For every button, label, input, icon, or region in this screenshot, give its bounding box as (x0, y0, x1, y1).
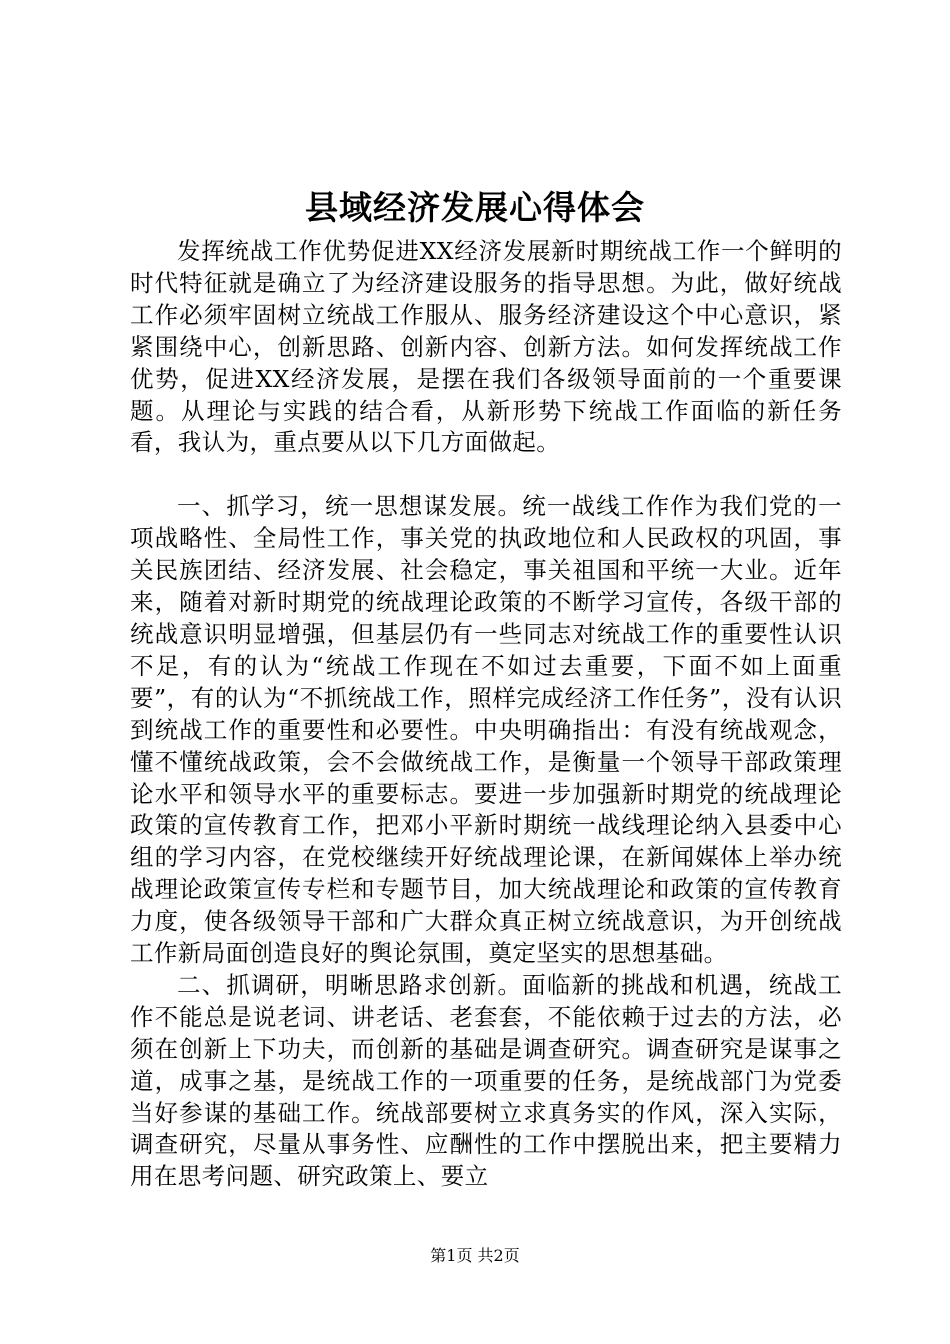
paragraph-study: 一、抓学习，统一思想谋发展。统一战线工作作为我们党的一项战略性、全局性工作，事关党的执政地位和人民政权的巩固，事关民族团结、经济发展、社会稳定，事关祖国和平统一大业。近年来，随着对新时期党的统战理论政策的不断学习宣传，各级干部的统战意识明显增强，但基层仍有一些同志对统战工作的重要性认识不足，有的认为“统战工作现在不如过去重要，下面不如上面重要”，有的认为“不抓统战工作，照样完成经济工作任务”，没有认识到统战工作的重要性和必要性。中央明确指出：有没有统战观念，懂不懂统战政策，会不会做统战工作，是衡量一个领导干部政策理论水平和领导水平的重要标志。要进一步加强新时期党的统战理论政策的宣传教育工作，把邓小平新时期统一战线理论纳入县委中心组的学习内容，在党校继续开好统战理论课，在新闻媒体上举办统战理论政策宣传专栏和专题节目，加大统战理论和政策的宣传教育力度，使各级领导干部和广大群众真正树立统战意识，为开创统战工作新局面创造良好的舆论氛围，奠定坚实的思想基础。 (130, 492, 842, 968)
document-body (130, 236, 842, 1193)
paragraph-intro: 发挥统战工作优势促进XX经济发展新时期统战工作一个鲜明的时代特征就是确立了为经济建设服务的指导思想。为此，做好统战工作必须牢固树立统战工作服从、服务经济建设这个中心意识，紧紧围绕中心，创新思路、创新内容、创新方法。如何发挥统战工作优势，促进XX经济发展，是摆在我们各级领导面前的一个重要课题。从理论与实践的结合看，从新形势下统战工作面临的新任务看，我认为，重点要从以下几方面做起。 (130, 237, 842, 457)
document-title: 县域经济发展心得体会 (305, 188, 645, 227)
paragraph-research: 二、抓调研，明晰思路求创新。面临新的挑战和机遇，统战工作不能总是说老词、讲老话、老套套，不能依赖于过去的方法，必须在创新上下功夫，而创新的基础是调查研究。调查研究是谋事之道，成事之基，是统战工作的一项重要的任务，是统战部门为党委当好参谋的基础工作。统战部要树立求真务实的作风，深入实际，调查研究，尽量从事务性、应酬性的工作中摆脱出来，把主要精力用在思考问题、研究政策上、要立 (130, 970, 842, 1191)
page-footer: 第1页 共2页 (430, 1246, 520, 1265)
